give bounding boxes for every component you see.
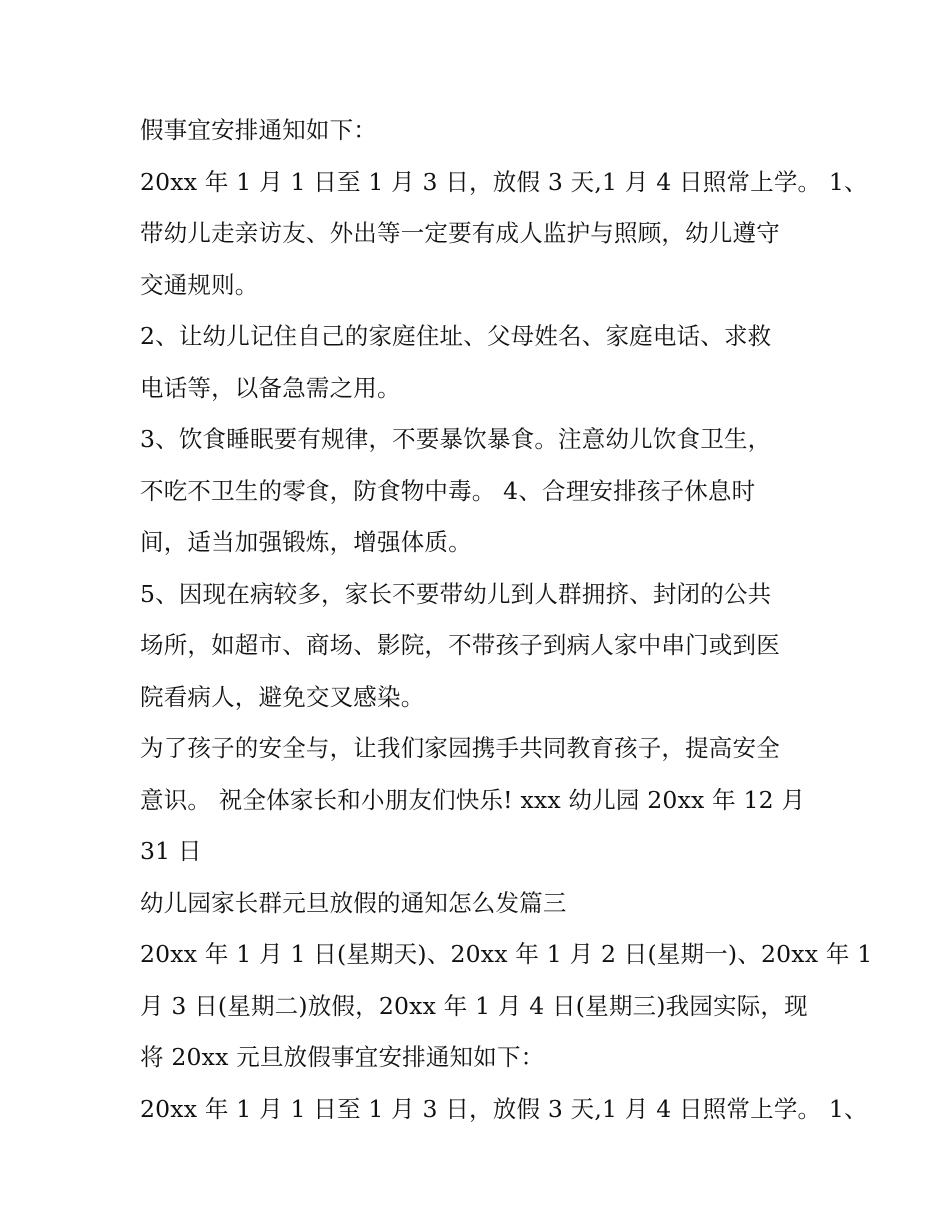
text-line: 交通规则。 [140, 270, 259, 299]
text-line: 为了孩子的安全与，让我们家园携手共同教育孩子，提高安全 [140, 734, 780, 762]
text-line: 带幼儿走亲访友、外出等一定要有成人监护与照顾，幼儿遵守 [140, 219, 780, 247]
text-line: 意识。 祝全体家长和小朋友们快乐! xxx 幼儿园 20xx 年 12 月 [140, 785, 806, 814]
text-line: 将 20xx 元旦放假事宜安排通知如下： [140, 1043, 545, 1071]
text-line: 间，适当加强锻炼，增强体质。 [140, 528, 472, 556]
text-line: 电话等，以备急需之用。 [140, 373, 401, 402]
text-line: 2、让幼儿记住自己的家庭住址、父母姓名、家庭电话、求救 [140, 322, 772, 350]
text-line: 月 3 日(星期二)放假，20xx 年 1 月 4 日(星期三)我园实际，现 [140, 991, 808, 1020]
text-line: 假事宜安排通知如下： [140, 116, 377, 144]
text-line: 20xx 年 1 月 1 日至 1 月 3 日，放假 3 天,1 月 4 日照常上学。 1、 [140, 167, 868, 196]
text-line: 场所，如超市、商场、影院，不带孩子到病人家中串门或到医 [140, 631, 780, 659]
section-heading: 幼儿园家长群元旦放假的通知怎么发篇三 [140, 888, 567, 917]
text-line: 3、饮食睡眠要有规律，不要暴饮暴食。注意幼儿饮食卫生， [140, 425, 772, 453]
document-body [140, 110, 873, 1140]
text-line: 20xx 年 1 月 1 日(星期天)、20xx 年 1 月 2 日(星期一)、20xx 年 1 [140, 940, 873, 968]
text-line: 20xx 年 1 月 1 日至 1 月 3 日，放假 3 天,1 月 4 日照常上学。 1、 [140, 1094, 868, 1123]
text-line: 不吃不卫生的零食，防食物中毒。 4、合理安排孩子休息时 [140, 476, 756, 505]
text-line: 院看病人，避免交叉感染。 [140, 682, 425, 711]
text-line: 31 日 [140, 837, 202, 865]
text-line: 5、因现在病较多，家长不要带幼儿到人群拥挤、封闭的公共 [140, 579, 772, 608]
